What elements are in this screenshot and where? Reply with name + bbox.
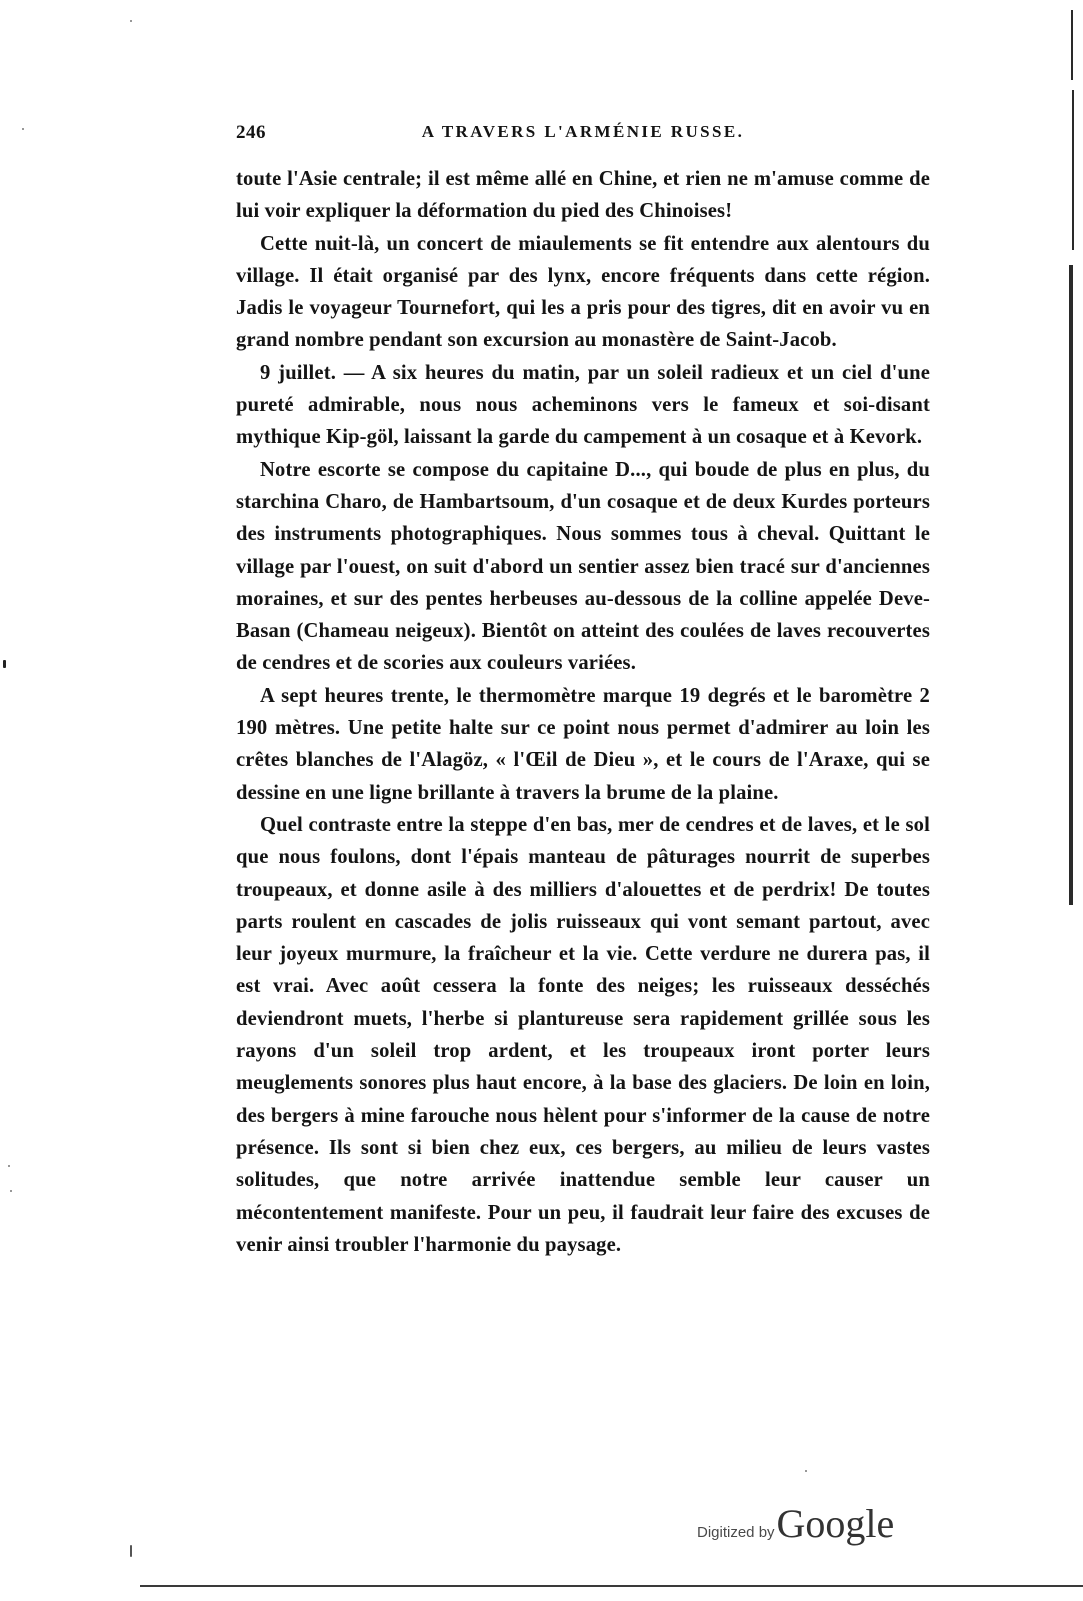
watermark-prefix: Digitized by bbox=[697, 1524, 775, 1541]
scan-speck bbox=[130, 1545, 132, 1557]
paragraph: Cette nuit-là, un concert de miaulements se fit entendre aux alentours du village. Il était organisé par des lynx, encore fréquents dans cette région. Jadis le voyageur Tournefort, qui les a pris pour des tigres, dit en avoir vu en grand nombre pendant son excursion au monastère de Saint-Jacob. bbox=[236, 232, 930, 352]
scan-speck bbox=[805, 1470, 807, 1472]
edge-line bbox=[1069, 265, 1073, 905]
scan-speck bbox=[10, 1190, 12, 1192]
paragraph: Notre escorte se compose du capitaine D..., qui boude de plus en plus, du starchina Charo, de Hambartsoum, d'un cosaque et de deux Kurdes porteurs des instruments photographiques. Nous sommes tous à cheval. Quittant le village par l'ouest, on suit d'abord un sentier assez bien tracé sur d'anciennes moraines, et sur des pentes herbeuses au-dessous de la colline appelée Deve-Basan (Chameau neigeux). Bientôt on atteint des coulées de laves recouvertes de cendres et de scories aux couleurs variées. bbox=[236, 458, 930, 675]
running-title: A TRAVERS L'ARMÉNIE RUSSE. bbox=[421, 122, 745, 141]
scan-speck bbox=[22, 128, 24, 130]
paragraph: toute l'Asie centrale; il est même allé en Chine, et rien ne m'amuse comme de lui voir expliquer la déformation du pied des Chinoises! bbox=[236, 168, 930, 223]
paragraph: Quel contraste entre la steppe d'en bas, mer de cendres et de laves, et le sol que nous foulons, dont l'épais manteau de pâturages nourrit de superbes troupeaux, et donne asile à des milliers d'alouettes et de perdrix! De toutes parts roulent en cascades de jolis ruisseaux qui vont semant partout, avec leur joyeux murmure, la fraîcheur et la vie. Cette verdure ne durera pas, il est vrai. Avec août cessera la fonte des neiges; les ruisseaux desséchés deviendront muets, l'herbe si plantureuse sera rapidement grillée sous les rayons d'un soleil trop ardent, et les troupeaux iront porter leurs meuglements sonores plus haut encore, à la base des glaciers. De loin en loin, des bergers à mine farouche nous hèlent pour s'informer de la cause de notre présence. Ils sont si bien chez eux, ces bergers, au milieu de leurs vastes solitudes, que notre arrivée inattendue semble leur causer un mécontentement manifeste. Pour un peu, il faudrait leur faire des excuses de venir ainsi troubler l'harmonie du paysage. bbox=[236, 813, 930, 1256]
body-text bbox=[236, 163, 930, 1261]
edge-line bbox=[1071, 10, 1073, 80]
paragraph: 9 juillet. — A six heures du matin, par un soleil radieux et un ciel d'une pureté admirable, nous nous acheminons vers le fameux et soi-disant mythique Kip-göl, laissant la garde du campement à un cosaque et à Kevork. bbox=[236, 361, 930, 449]
paragraph: A sept heures trente, le thermomètre marque 19 degrés et le baromètre 2 190 mètres. Une petite halte sur ce point nous permet d'admirer au loin les crêtes blanches de l'Alagöz, « l'Œil de Dieu », et le cours de l'Araxe, qui se dessine en une ligne brillante à travers la brume de la plaine. bbox=[236, 684, 930, 804]
page-number: 246 bbox=[236, 122, 266, 143]
scan-bottom-edge bbox=[140, 1585, 1083, 1587]
scan-speck bbox=[130, 20, 132, 22]
edge-line bbox=[1072, 90, 1074, 250]
google-logo: Google bbox=[776, 1501, 895, 1546]
scan-speck bbox=[8, 1165, 10, 1167]
running-head bbox=[236, 122, 930, 148]
digitized-by-watermark bbox=[697, 1500, 894, 1560]
scan-speck bbox=[3, 660, 6, 668]
scan-edge-shadow bbox=[1053, 0, 1083, 1601]
